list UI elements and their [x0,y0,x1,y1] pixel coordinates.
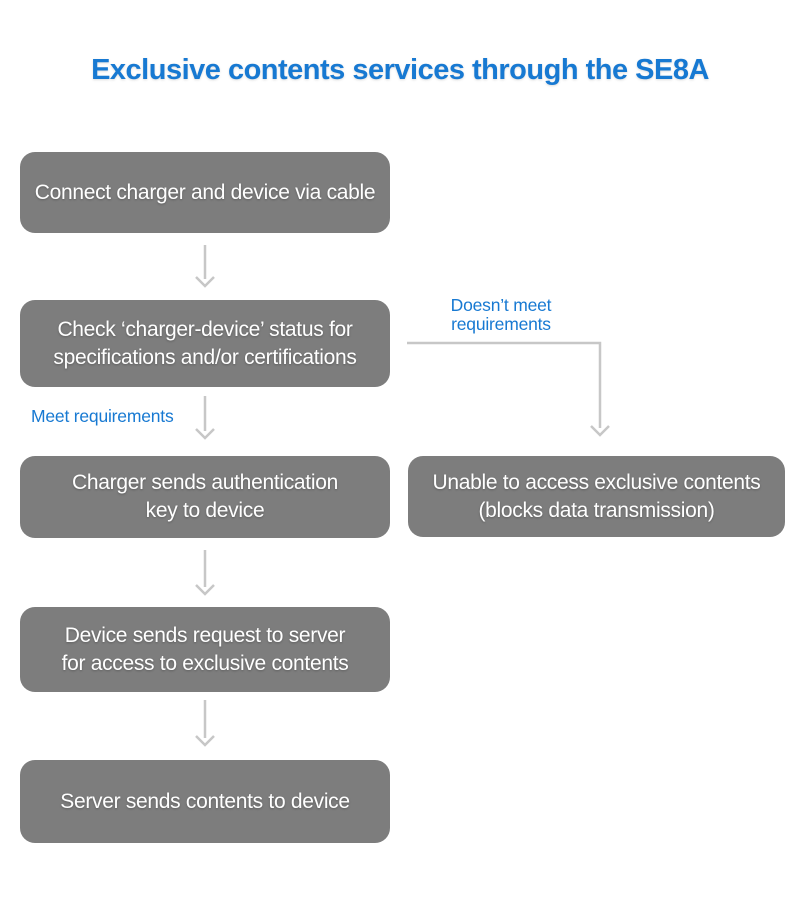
arrow-down-icon-1 [196,245,214,286]
flow-step-unable-access [408,456,785,537]
flow-step-label: Server sends contents to device [60,789,350,813]
flow-step-device-requests-server [20,607,390,692]
arrow-down-icon-2 [196,396,214,438]
flow-step-label: Connect charger and device via cable [34,180,376,204]
flow-step-label-line: Check ‘charger-device’ status for [57,317,353,341]
flow-step-label-line: Device sends request to server [64,623,346,647]
branch-elbow-arrow-icon [407,343,609,435]
flow-step-label-line: specifications and/or certifications [53,345,357,369]
flow-step-connect-charger [20,152,390,233]
flow-step-label-line: Charger sends authentication [72,471,338,494]
flow-step-check-status [20,300,390,387]
flow-step-server-sends-contents [20,760,390,843]
doesnt-meet-label-line: Doesn’t meet [450,295,552,315]
flow-step-label-line: Unable to access exclusive contents [432,470,761,494]
page-title: Exclusive contents services through the SE8A [91,54,709,86]
flow-step-label-line: (blocks data transmission) [478,498,715,522]
doesnt-meet-requirements-label [401,296,601,334]
flow-step-charger-sends-key [20,456,390,538]
flow-step-label-line: for access to exclusive contents [61,651,349,675]
flow-step-label-line: key to device [145,499,265,522]
doesnt-meet-label-line: requirements [451,314,551,334]
arrow-down-icon-4 [196,700,214,745]
meet-requirements-label: Meet requirements [31,406,174,426]
arrow-down-icon-3 [196,550,214,594]
